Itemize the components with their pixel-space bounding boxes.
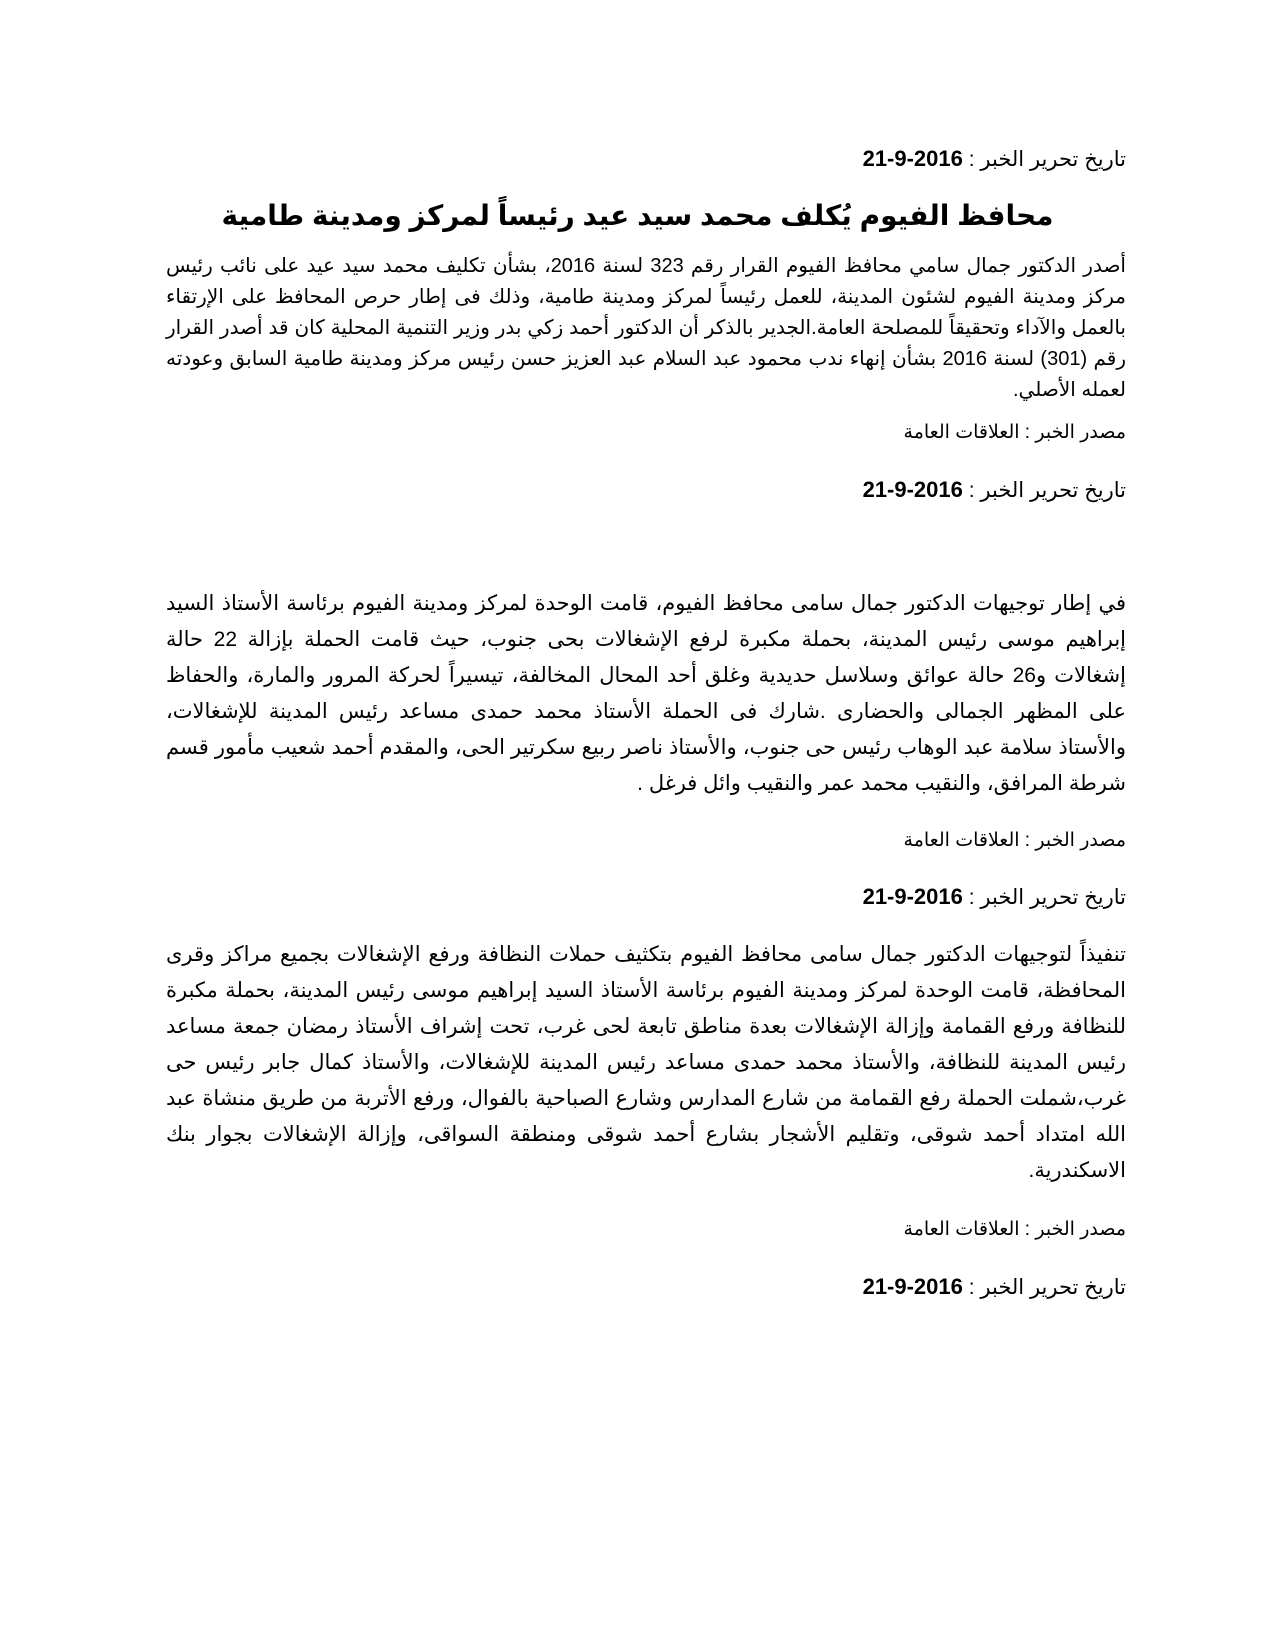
- news-date-line: [166, 144, 1126, 175]
- news-date-label: تاريخ تحرير الخبر :: [968, 148, 1126, 171]
- article-body: أصدر الدكتور جمال سامي محافظ الفيوم القرار رقم 323 لسنة 2016، بشأن تكليف محمد سيد عيد على نائب رئيس مركز ومدينة الفيوم لشئون المدينة، للعمل رئيساً لمركز ومدينة طامية، وذلك فى إطار حرص المحافظ على الإرتقاء بالعمل والآداء وتحقيقاً للمصلحة العامة.الجدير بالذكر أن الدكتور أحمد زكي بدر وزير التنمية المحلية كان قد أصدر القرار رقم (301) لسنة 2016 بشأن إنهاء ندب محمود عبد السلام عبد العزيز حسن رئيس مركز ومدينة طامية السابق وعودته لعمله الأصلي.: [166, 255, 1126, 401]
- news-date-line: [166, 475, 1126, 506]
- news-date-label: تاريخ تحرير الخبر :: [968, 1276, 1126, 1299]
- news-date-label: تاريخ تحرير الخبر :: [968, 886, 1126, 909]
- article-body: في إطار توجيهات الدكتور جمال سامى محافظ الفيوم، قامت الوحدة لمركز ومدينة الفيوم برئاسة الأستاذ السيد إبراهيم موسى رئيس المدينة، بحملة مكبرة لرفع الإشغالات بحى جنوب، حيث قامت الحملة بإزالة 22 حالة إشغالات و26 حالة عوائق وسلاسل حديدية وغلق أحد المحال المخالفة، تيسيراً لحركة المرور والمارة، والحفاظ على المظهر الجمالى والحضارى .شارك فى الحملة الأستاذ محمد حمدى مساعد رئيس المدينة للإشغالات، والأستاذ سلامة عبد الوهاب رئيس حى جنوب، والأستاذ ناصر ربيع سكرتير الحى، والمقدم أحمد شعيب مأمور قسم شرطة المرافق، والنقيب محمد عمر والنقيب وائل فرغل .: [166, 592, 1126, 795]
- news-source: مصدر الخبر : العلاقات العامة: [903, 830, 1126, 851]
- news-date-line: [166, 882, 1126, 913]
- news-date-value: 21-9-2016: [862, 477, 963, 502]
- news-source: مصدر الخبر : العلاقات العامة: [903, 1219, 1126, 1240]
- news-date-value: 21-9-2016: [862, 884, 963, 909]
- news-source: مصدر الخبر : العلاقات العامة: [903, 422, 1126, 443]
- news-date-value: 21-9-2016: [862, 1274, 963, 1299]
- article-headline: محافظ الفيوم يُكلف محمد سيد عيد رئيساً لمركز ومدينة طامية: [221, 200, 1054, 231]
- news-date-line: [166, 1272, 1126, 1303]
- news-date-label: تاريخ تحرير الخبر :: [968, 479, 1126, 502]
- article-body: تنفيذاً لتوجيهات الدكتور جمال سامى محافظ الفيوم بتكثيف حملات النظافة ورفع الإشغالات بجميع مراكز وقرى المحافظة، قامت الوحدة لمركز ومدينة الفيوم برئاسة الأستاذ السيد إبراهيم موسى رئيس المدينة، بحملة مكبرة للنظافة ورفع القمامة وإزالة الإشغالات بعدة مناطق تابعة لحى غرب، تحت إشراف الأستاذ رمضان جمعة مساعد رئيس المدينة للنظافة، والأستاذ محمد حمدى مساعد رئيس المدينة للإشغالات، والأستاذ كمال جابر رئيس حى غرب،شملت الحملة رفع القمامة من شارع المدارس وشارع الصباحية بالفوال، ورفع الأتربة من طريق منشاة عبد الله امتداد أحمد شوقى، وتقليم الأشجار بشارع أحمد شوقى ومنطقة السواقى، وإزالة الإشغالات بجوار بنك الاسكندرية.: [166, 943, 1126, 1182]
- news-date-value: 21-9-2016: [862, 146, 963, 171]
